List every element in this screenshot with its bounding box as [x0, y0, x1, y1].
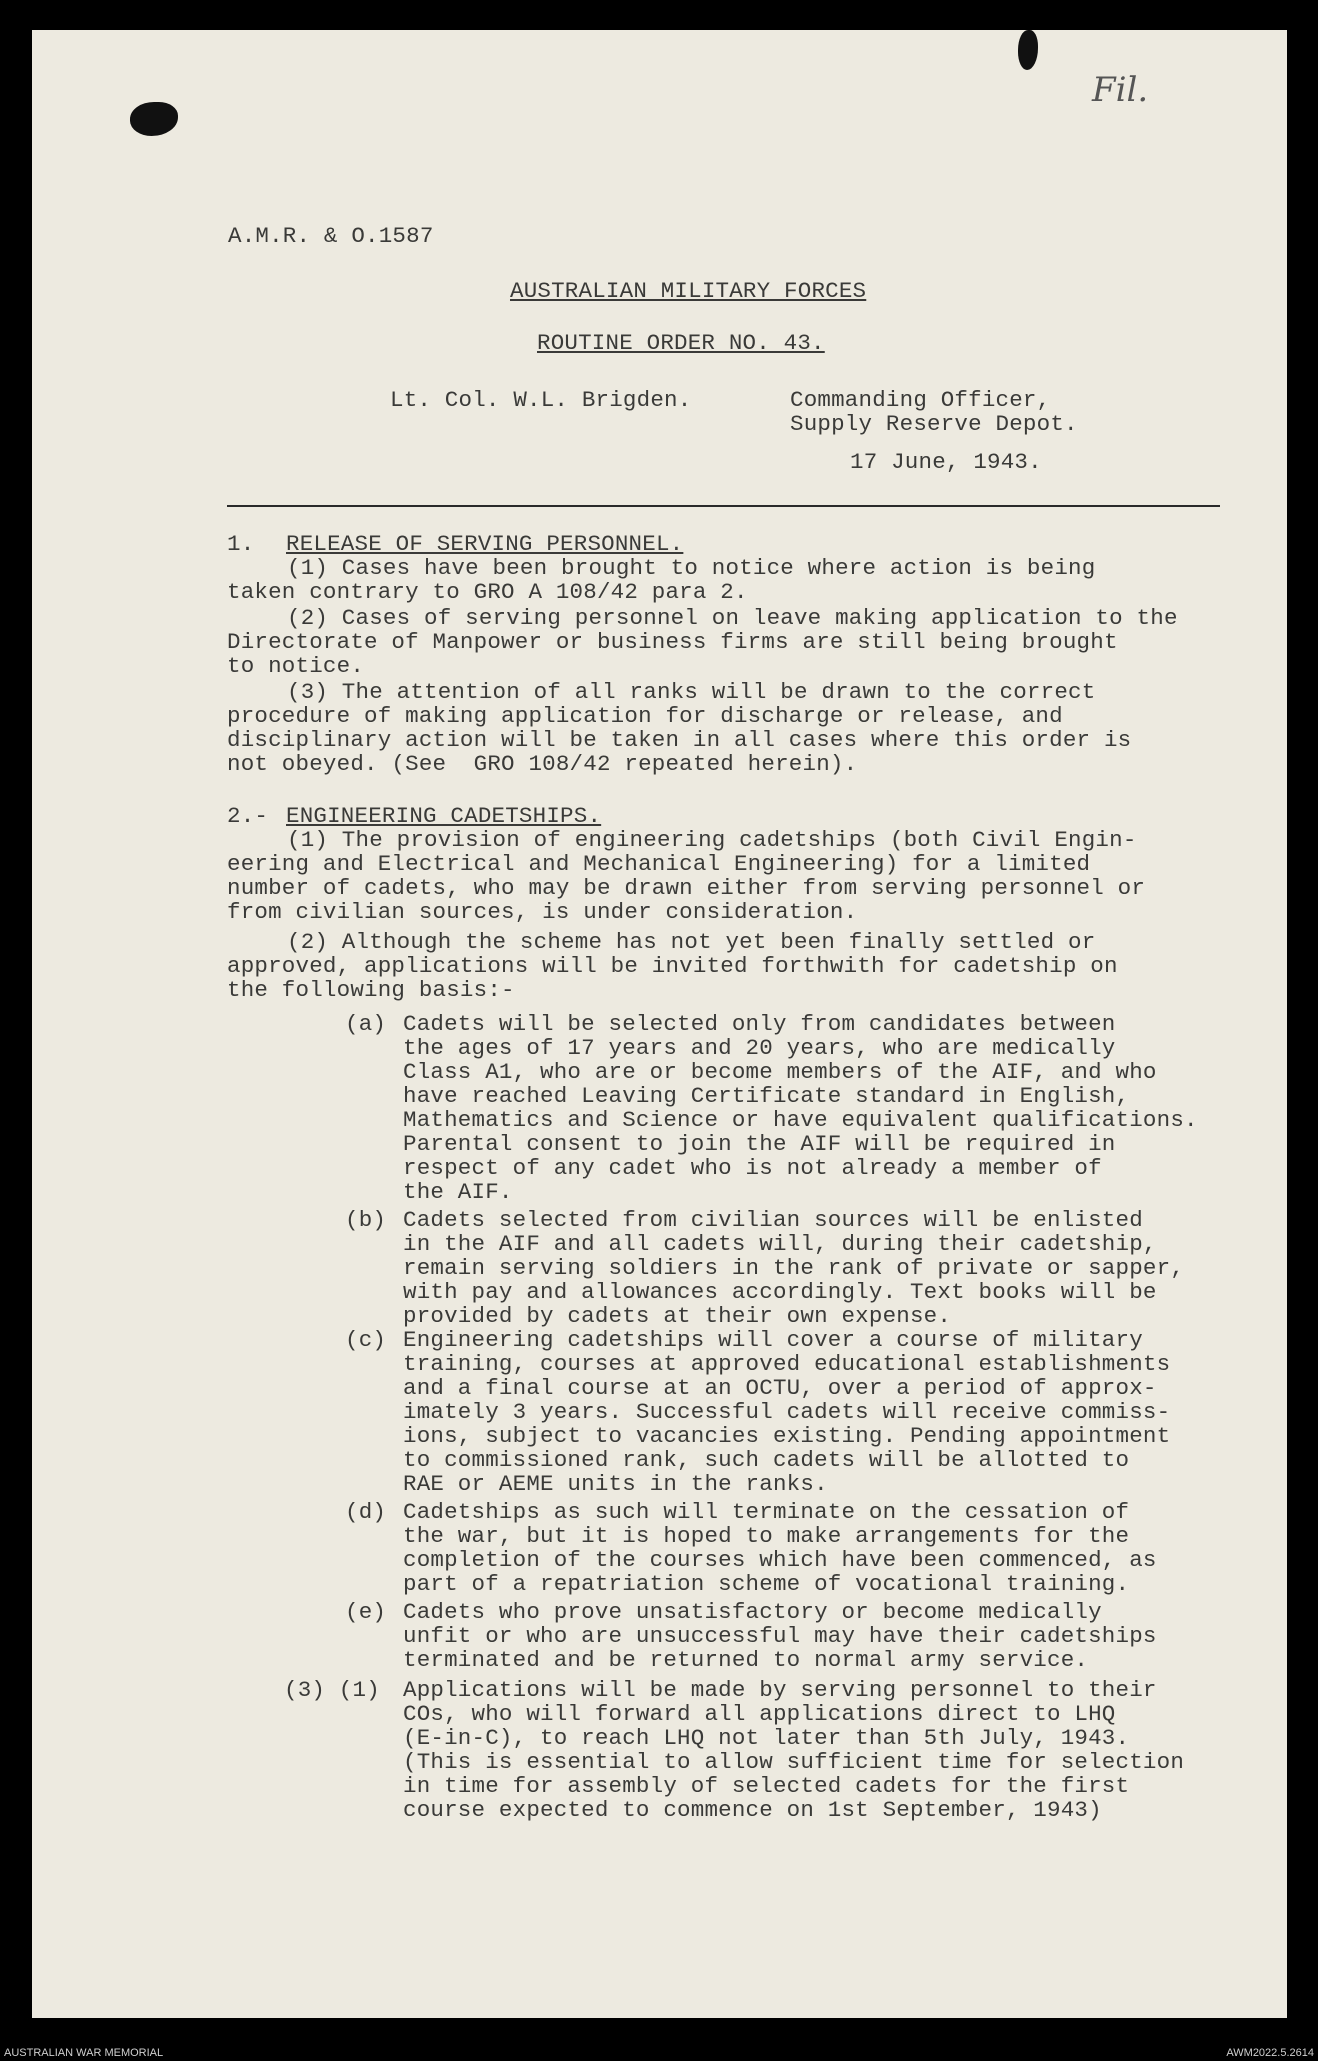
- item-d-text: Cadetships as such will terminate on the cessation of the war, but it is hoped to make arrangements for the completion of the courses which have been commenced, as part of a repatriation scheme of vocational training.: [403, 1499, 1157, 1597]
- item-b-text: Cadets selected from civilian sources will be enlisted in the AIF and all cadets will, during their cadetship, remain serving soldiers in the rank of private or sapper, with pay and allowances accordingly. Text books will be provided by cadets at their own expense.: [403, 1207, 1185, 1329]
- section-2-number: 2.-: [227, 803, 269, 829]
- item-a-label: (a): [345, 1011, 387, 1037]
- section-2-para-1: (1) The provision of engineering cadetships (both Civil Engin- eering and Electrical and Mechanical Engineering) for a limited number of cadets, who may be drawn either from serving personnel or from civilian sources, is under consideration.: [227, 827, 1146, 925]
- ink-blot: [130, 102, 178, 136]
- item-c-label: (c): [345, 1327, 387, 1353]
- section-1-para-2: (2) Cases of serving personnel on leave making application to the Directorate of Manpower or business firms are still being brought to notice.: [227, 605, 1178, 679]
- order-date: 17 June, 1943.: [850, 449, 1042, 475]
- section-1-para-1: (1) Cases have been brought to notice where action is being taken contrary to GRO A 108/42 para 2.: [227, 555, 1096, 605]
- signatory: Lt. Col. W.L. Brigden.: [390, 387, 692, 413]
- item-c-text: Engineering cadetships will cover a course of military training, courses at approved educational establishments and a final course at an OCTU, over a period of approx- imately 3 years. Successful cadets will receive commiss- ions, subject to vacancies existing. Pending appointment to commissioned rank, such cadets will be allotted to RAE or AEME units in the ranks.: [403, 1327, 1171, 1497]
- document-page: [32, 30, 1287, 2018]
- ink-blot: [1018, 30, 1038, 70]
- position-line-1: Commanding Officer,: [790, 387, 1051, 413]
- footer-accession: AWM2022.5.2614: [1226, 2047, 1314, 2059]
- item-e-text: Cadets who prove unsatisfactory or become medically unfit or who are unsuccessful may have their cadetships terminated and be returned to normal army service.: [403, 1599, 1157, 1673]
- item-e-label: (e): [345, 1599, 387, 1625]
- handwritten-annotation: Fil.: [1092, 70, 1149, 110]
- footer-credit: AUSTRALIAN WAR MEMORIAL: [4, 2047, 164, 2059]
- item-3-label: (3) (1): [284, 1677, 380, 1703]
- position-line-2: Supply Reserve Depot.: [790, 411, 1078, 437]
- section-1-heading: RELEASE OF SERVING PERSONNEL.: [286, 531, 684, 557]
- item-3-text: Applications will be made by serving personnel to their COs, who will forward all applications direct to LHQ (E-in-C), to reach LHQ not later than 5th July, 1943. (This is essential to allow sufficient time for selection in time for assembly of selected cadets for the first course expected to commence on 1st September, 1943): [403, 1677, 1185, 1823]
- section-1-para-3: (3) The attention of all ranks will be drawn to the correct procedure of making application for discharge or release, and disciplinary action will be taken in all cases where this order is not obeyed. (See GRO 108/42 repeated herein).: [227, 679, 1132, 777]
- divider-rule: [227, 505, 1220, 507]
- section-2-heading: ENGINEERING CADETSHIPS.: [286, 803, 602, 829]
- item-d-label: (d): [345, 1499, 387, 1525]
- item-b-label: (b): [345, 1207, 387, 1233]
- document-title: AUSTRALIAN MILITARY FORCES: [510, 278, 867, 304]
- item-a-text: Cadets will be selected only from candidates between the ages of 17 years and 20 years, who are medically Class A1, who are or become members of the AIF, and who have reached Leaving Certificate standard in English, Mathematics and Science or have equivalent qualifications. Parental consent to join the AIF will be required in respect of any cadet who is not already a member of the AIF.: [403, 1011, 1198, 1205]
- section-2-para-2: (2) Although the scheme has not yet been finally settled or approved, applications will be invited forthwith for cadetship on the following basis:-: [227, 929, 1118, 1003]
- section-1-number: 1.: [227, 531, 255, 557]
- order-number: ROUTINE ORDER NO. 43.: [537, 330, 825, 356]
- reference-number: A.M.R. & O.1587: [228, 223, 434, 249]
